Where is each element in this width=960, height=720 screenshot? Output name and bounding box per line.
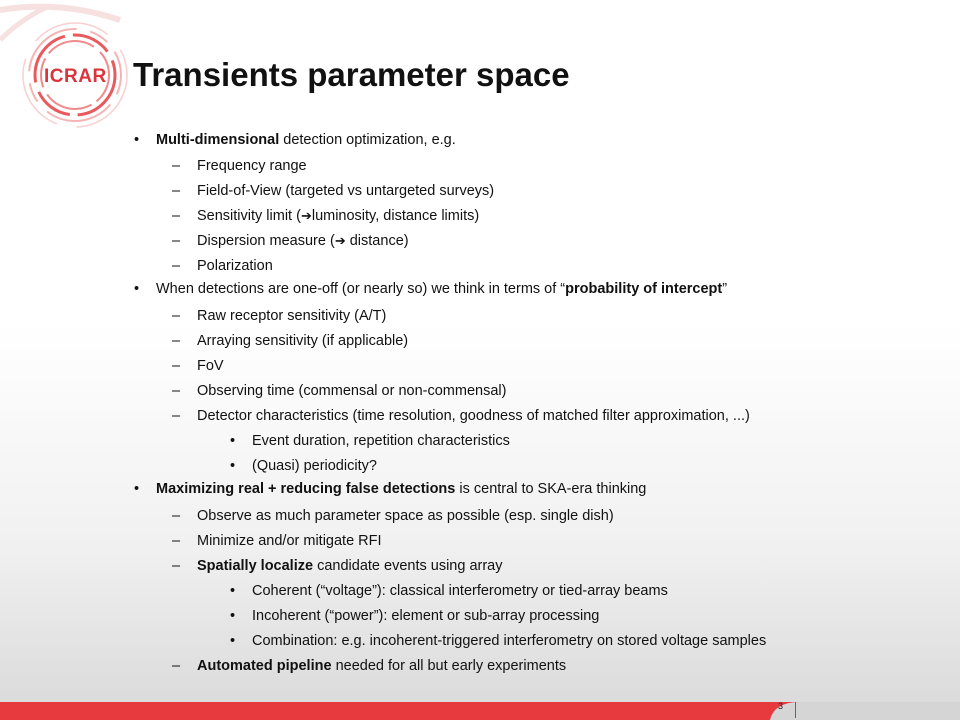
bullet-marker: • — [230, 633, 236, 649]
text: Incoherent (“power”): element or sub-array processing — [252, 608, 600, 624]
bullet-marker: • — [230, 458, 236, 474]
text: FoV — [197, 358, 224, 374]
dash-marker: – — [172, 533, 181, 549]
text: Field-of-View (targeted vs untargeted surveys) — [197, 183, 495, 199]
text: Dispersion measure ( — [197, 233, 335, 249]
dash-marker: – — [172, 158, 181, 174]
text: candidate events using array — [313, 558, 503, 574]
text: needed for all but early experiments — [331, 658, 567, 674]
sub-bullet — [172, 207, 480, 225]
dash-marker: – — [172, 658, 181, 674]
dash-marker: – — [172, 558, 181, 574]
dash-marker: – — [172, 408, 181, 424]
dash-marker: – — [172, 383, 181, 399]
text: distance) — [345, 233, 409, 249]
dash-marker: – — [172, 308, 181, 324]
text: ” — [722, 281, 728, 297]
text: Raw receptor sensitivity (A/T) — [197, 308, 387, 324]
dash-marker: – — [172, 208, 181, 224]
bullet-marker: • — [134, 281, 140, 297]
dash-marker: – — [172, 333, 181, 349]
text: Sensitivity limit ( — [197, 208, 301, 224]
sub-sub-bullet — [230, 632, 767, 650]
sub-sub-bullet — [230, 432, 510, 450]
bold-text: Spatially localize — [197, 558, 314, 574]
footer-bar-curve — [700, 688, 960, 720]
bullet-maximizing-real — [134, 480, 647, 498]
bold-text: Multi-dimensional — [156, 132, 280, 148]
sub-bullet — [172, 407, 750, 425]
sub-sub-bullet — [230, 607, 600, 625]
text: Combination: e.g. incoherent-triggered interferometry on stored voltage samples — [252, 633, 767, 649]
dash-marker: – — [172, 258, 181, 274]
text: When detections are one-off (or nearly so) we think in terms of “ — [156, 281, 566, 297]
page-divider — [795, 702, 796, 718]
logo-text: ICRAR — [44, 66, 107, 87]
sub-bullet — [172, 257, 273, 275]
sub-bullet — [172, 307, 387, 325]
sub-sub-bullet — [230, 582, 668, 600]
sub-bullet — [172, 232, 409, 250]
text: Detector characteristics (time resolution, goodness of matched filter approximation, ...) — [197, 408, 750, 424]
bullet-marker: • — [134, 132, 140, 148]
sub-bullet — [172, 532, 382, 550]
arrow-right-icon: ➔ — [334, 233, 346, 248]
sub-bullet — [172, 332, 409, 350]
sub-bullet — [172, 657, 567, 675]
sub-bullet — [172, 557, 503, 575]
text: (Quasi) periodicity? — [252, 458, 377, 474]
text: Minimize and/or mitigate RFI — [197, 533, 382, 549]
bold-text: probability of intercept — [565, 281, 723, 297]
bold-text: Maximizing real + reducing false detections — [156, 481, 456, 497]
arrow-right-icon: ➔ — [300, 208, 312, 223]
text: Observing time (commensal or non-commensal) — [197, 383, 507, 399]
bullet-marker: • — [230, 433, 236, 449]
text: Event duration, repetition characteristics — [252, 433, 510, 449]
sub-bullet — [172, 182, 495, 200]
dash-marker: – — [172, 183, 181, 199]
page-number: 3 — [778, 701, 784, 711]
sub-bullet — [172, 507, 614, 525]
text: Polarization — [197, 258, 273, 274]
dash-marker: – — [172, 358, 181, 374]
sub-bullet — [172, 382, 507, 400]
bullet-multi-dimensional — [134, 131, 456, 149]
text: Coherent (“voltage”): classical interferometry or tied-array beams — [252, 583, 668, 599]
bullet-marker: • — [230, 608, 236, 624]
bold-text: Automated pipeline — [197, 658, 332, 674]
text: is central to SKA-era thinking — [455, 481, 647, 497]
dash-marker: – — [172, 508, 181, 524]
text: luminosity, distance limits) — [311, 208, 480, 224]
bullet-marker: • — [134, 481, 140, 497]
bullet-marker: • — [230, 583, 236, 599]
text: Arraying sensitivity (if applicable) — [197, 333, 409, 349]
text: Observe as much parameter space as possible (esp. single dish) — [197, 508, 614, 524]
sub-sub-bullet — [230, 457, 377, 475]
slide-title: Transients parameter space — [133, 56, 570, 93]
bullet-probability-of-intercept — [134, 280, 728, 298]
text: detection optimization, e.g. — [279, 132, 456, 148]
icrar-logo — [0, 0, 140, 140]
text: Frequency range — [197, 158, 307, 174]
sub-bullet — [172, 357, 224, 375]
sub-bullet — [172, 157, 307, 175]
dash-marker: – — [172, 233, 181, 249]
